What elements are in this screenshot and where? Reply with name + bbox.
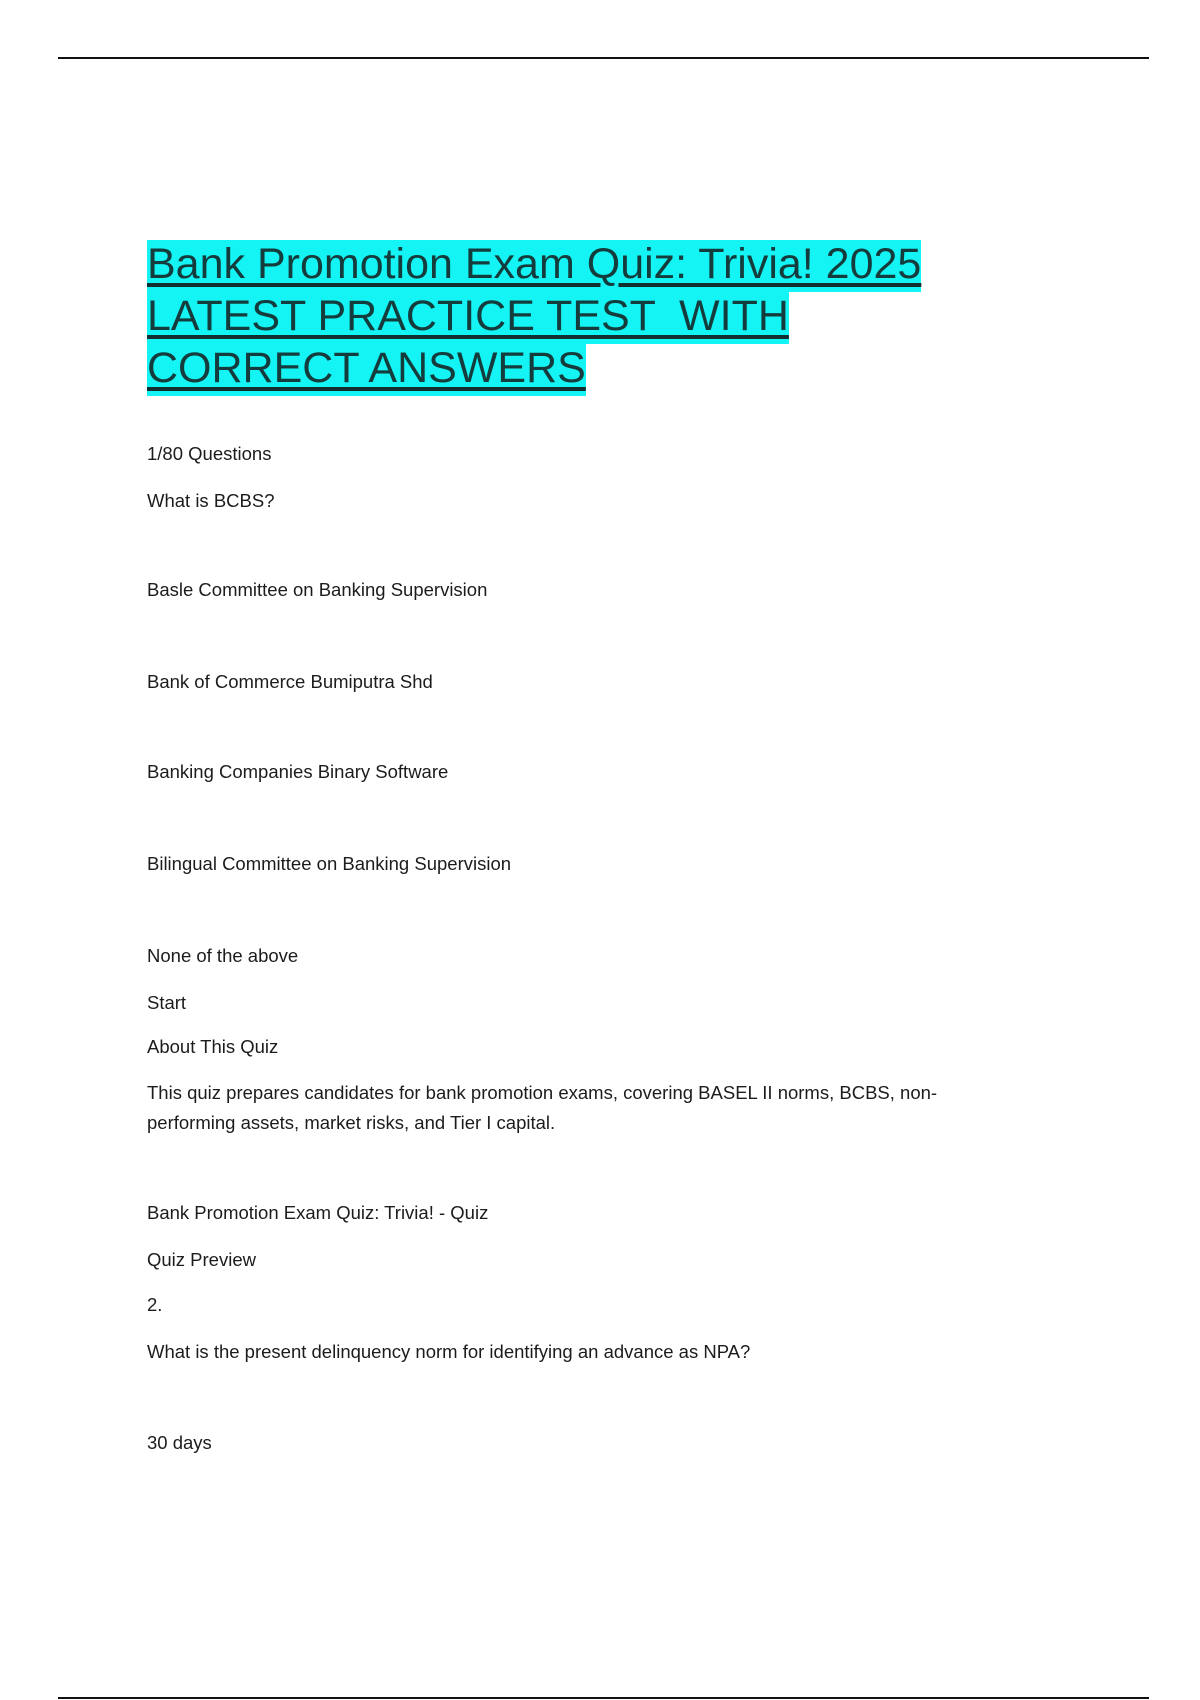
about-heading: About This Quiz [147, 1036, 279, 1057]
answer-option[interactable]: Bilingual Committee on Banking Supervision [147, 853, 512, 874]
answer-option[interactable]: 30 days [147, 1432, 212, 1453]
bottom-rule [58, 1697, 1149, 1699]
answer-option[interactable]: None of the above [147, 945, 299, 966]
document-title [147, 238, 921, 394]
answer-option[interactable]: Banking Companies Binary Software [147, 761, 449, 782]
question-number: 2. [147, 1294, 163, 1315]
answer-option[interactable]: Basle Committee on Banking Supervision [147, 579, 488, 600]
question-text: What is BCBS? [147, 490, 275, 511]
start-button[interactable]: Start [147, 992, 187, 1013]
question-text: What is the present delinquency norm for identifying an advance as NPA? [147, 1341, 751, 1362]
answer-option[interactable]: Bank of Commerce Bumiputra Shd [147, 671, 433, 692]
quiz-name: Bank Promotion Exam Quiz: Trivia! - Quiz [147, 1202, 489, 1223]
title-line: CORRECT ANSWERS [147, 344, 586, 396]
title-line: Bank Promotion Exam Quiz: Trivia! 2025 [147, 240, 921, 292]
about-description: This quiz prepares candidates for bank promotion exams, covering BASEL II norms, BCBS, non-performing assets, market risks, and Tier I capital. [147, 1082, 938, 1133]
title-line: LATEST PRACTICE TEST WITH [147, 292, 789, 344]
question-progress: 1/80 Questions [147, 443, 272, 464]
quiz-preview-label: Quiz Preview [147, 1249, 256, 1270]
top-rule [58, 57, 1149, 59]
